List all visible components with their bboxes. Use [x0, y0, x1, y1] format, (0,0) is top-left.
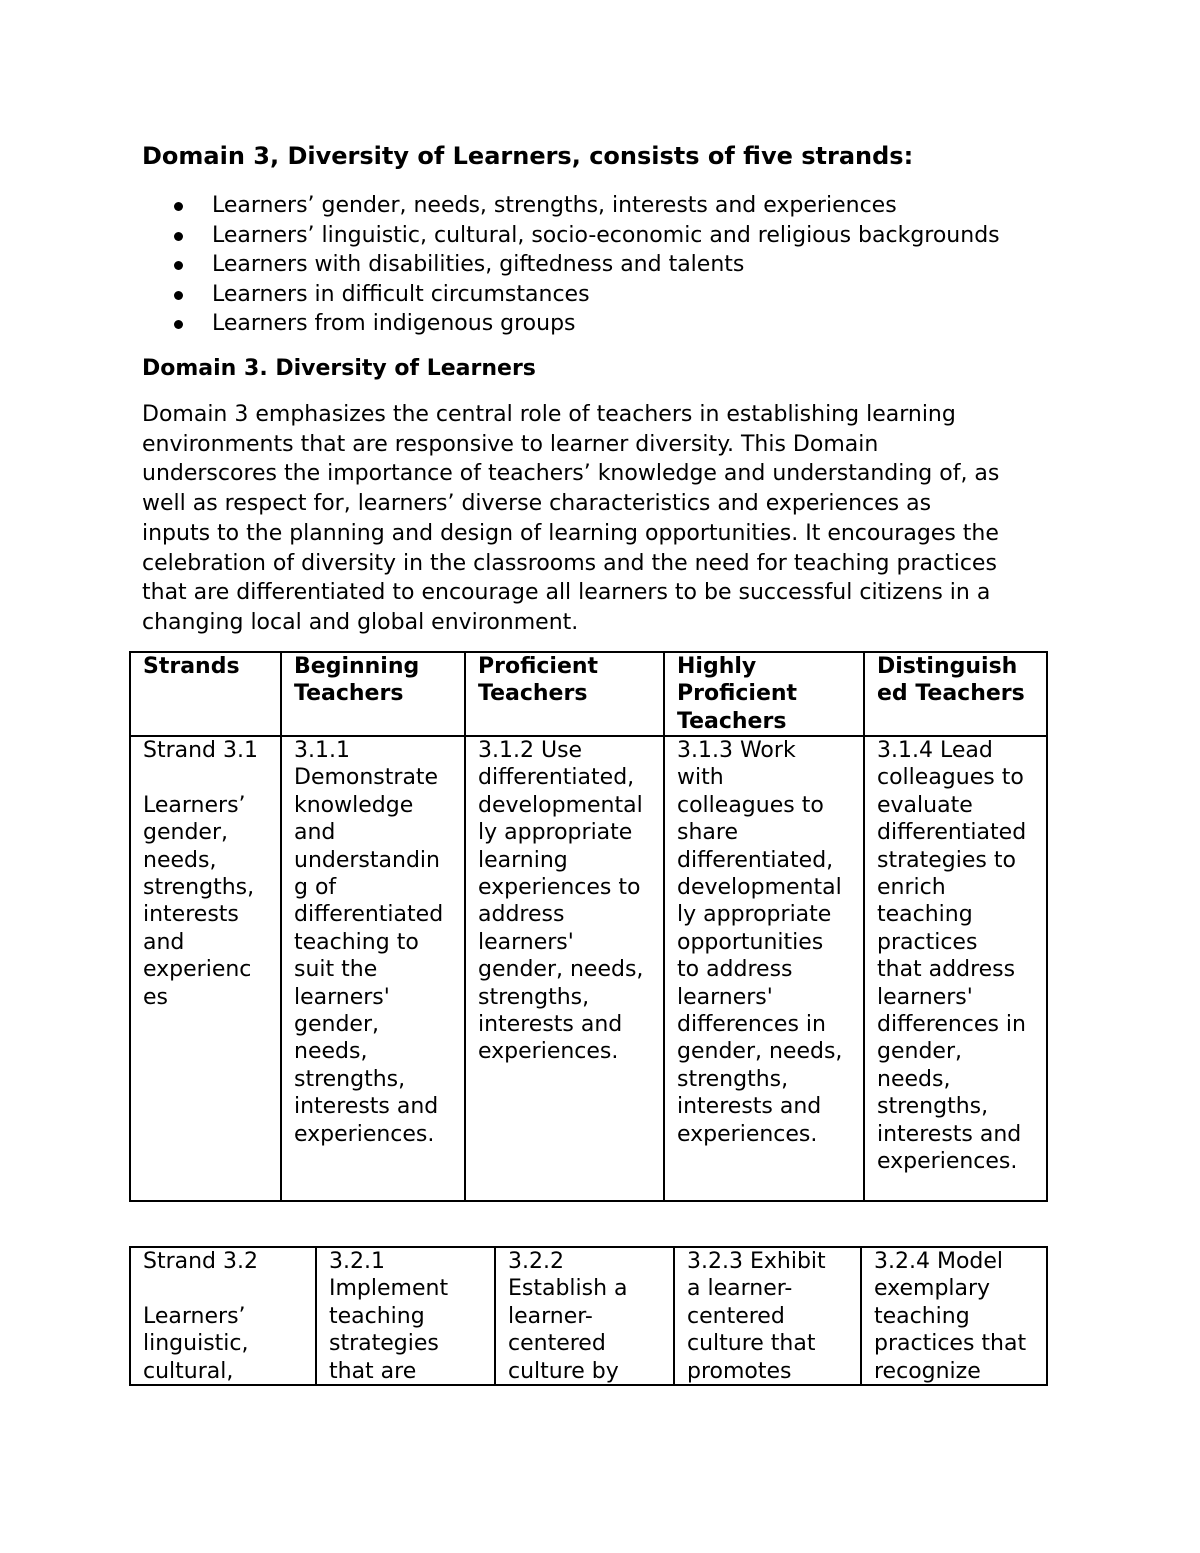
proficient-cell: 3.2.2 Establish a learner- centered culture by [508, 1249, 628, 1384]
list-item [172, 191, 1000, 221]
section-heading: Domain 3. Diversity of Learners [142, 356, 536, 381]
distinguished-cell: 3.2.4 Model exemplary teaching practices that recognize [874, 1249, 1027, 1384]
list-item-text: Learners with disabilities, giftedness and talents [212, 252, 745, 278]
beginning-cell: 3.1.1 Demonstrate knowledge and understandin g of differentiated teaching to suit the learners' gender, needs, strengths, interests and experiences. [294, 738, 444, 1147]
strand-cell: Strand 3.1 Learners’ gender, needs, strengths, interests and experienc es [143, 738, 259, 1010]
paragraph-line: inputs to the planning and design of learning opportunities. It encourages the [142, 520, 999, 546]
list-item-text: Learners in difficult circumstances [212, 281, 590, 307]
highly-proficient-cell: 3.1.3 Work with colleagues to share differentiated, developmental ly appropriate opportunities to address learners' differences in gender, needs, strengths, interests and experiences. [677, 738, 843, 1147]
beginning-cell: 3.2.1 Implement teaching strategies that are [329, 1249, 449, 1384]
header-distinguished: Distinguish ed Teachers [877, 654, 1025, 707]
bullet-icon [174, 291, 183, 300]
strand-3-1-table [129, 651, 1048, 1202]
list-item-text: Learners from indigenous groups [212, 311, 576, 337]
list-item [172, 280, 1000, 310]
header-proficient: Proficient Teachers [478, 654, 599, 707]
strands-list [172, 191, 1000, 339]
bullet-icon [174, 232, 183, 241]
highly-proficient-cell: 3.2.3 Exhibit a learner- centered culture that promotes [687, 1249, 826, 1384]
paragraph-line: celebration of diversity in the classrooms and the need for teaching practices [142, 550, 997, 576]
header-strands: Strands [143, 654, 240, 679]
strand-3-2-table [129, 1246, 1048, 1386]
proficient-cell: 3.1.2 Use differentiated, developmental ly appropriate learning experiences to address learners' gender, needs, strengths, interests and experiences. [478, 738, 644, 1065]
domain-description [142, 400, 999, 638]
list-item-text: Learners’ gender, needs, strengths, interests and experiences [212, 193, 897, 218]
header-beginning: Beginning Teachers [294, 654, 420, 707]
list-item [172, 221, 1000, 251]
list-item-text: Learners’ linguistic, cultural, socio-economic and religious backgrounds [212, 222, 1000, 248]
paragraph-line: changing local and global environment. [142, 609, 579, 635]
list-item [172, 309, 1000, 339]
paragraph-line: Domain 3 emphasizes the central role of teachers in establishing learning [142, 402, 956, 427]
list-item [172, 250, 1000, 280]
paragraph-line: well as respect for, learners’ diverse characteristics and experiences as [142, 491, 932, 517]
bullet-icon [174, 202, 183, 211]
header-highly-proficient: Highly Proficient Teachers [677, 654, 798, 734]
strands-heading: Domain 3, Diversity of Learners, consists of five strands: [142, 142, 914, 170]
paragraph-line: environments that are responsive to learner diversity. This Domain [142, 431, 879, 457]
bullet-icon [174, 261, 183, 270]
strand-cell: Strand 3.2 Learners’ linguistic, cultural, [143, 1249, 259, 1384]
paragraph-line: underscores the importance of teachers’ knowledge and understanding of, as [142, 461, 1000, 487]
bullet-icon [174, 320, 183, 329]
paragraph-line: that are differentiated to encourage all learners to be successful citizens in a [142, 580, 991, 606]
distinguished-cell: 3.1.4 Lead colleagues to evaluate differentiated strategies to enrich teaching practices that address learners' differences in gender, needs, strengths, interests and experiences. [877, 738, 1027, 1175]
